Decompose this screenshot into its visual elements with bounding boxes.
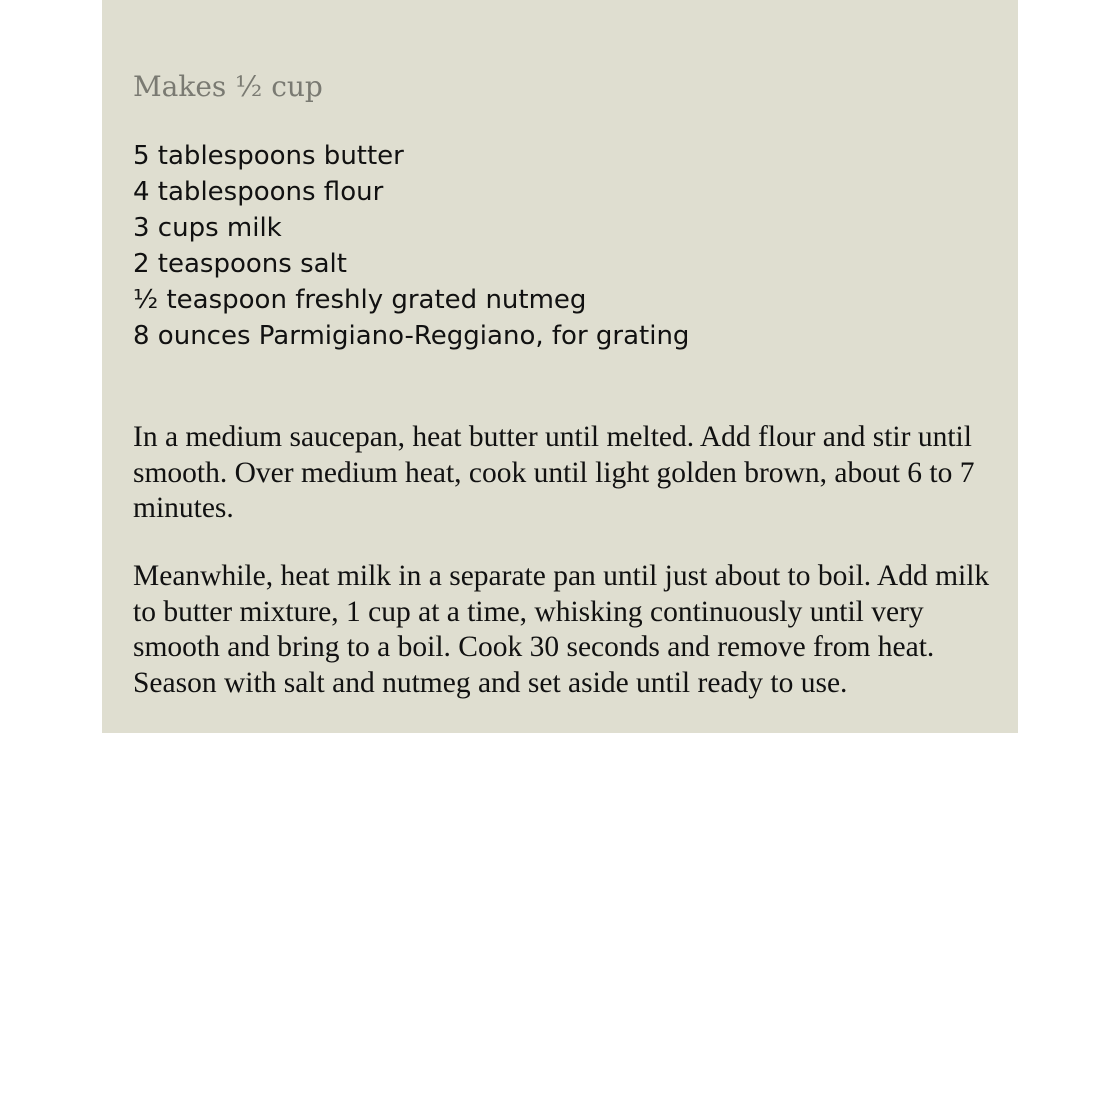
instruction-step: In a medium saucepan, heat butter until melted. Add flour and stir until smooth. Over medium heat, cook until light golden brown, about 6 to 7 minutes. <box>133 421 975 525</box>
ingredient-list <box>133 138 689 354</box>
ingredient-item: 8 ounces Parmigiano-Reggiano, for grating <box>133 321 690 351</box>
instruction-step: Meanwhile, heat milk in a separate pan until just about to boil. Add milk to butter mixture, 1 cup at a time, whisking continuously until very smooth and bring to a boil. Cook 30 seconds and remove from heat. Season with salt and nutmeg and set aside until ready to use. <box>133 560 990 700</box>
ingredient-item: 2 teaspoons salt <box>133 249 347 279</box>
ingredient-item: 3 cups milk <box>133 213 282 243</box>
ingredient-item: ½ teaspoon freshly grated nutmeg <box>133 285 587 315</box>
recipe-yield: Makes ½ cup <box>133 70 323 103</box>
ingredient-item: 4 tablespoons flour <box>133 177 384 207</box>
ingredient-item: 5 tablespoons butter <box>133 141 404 171</box>
